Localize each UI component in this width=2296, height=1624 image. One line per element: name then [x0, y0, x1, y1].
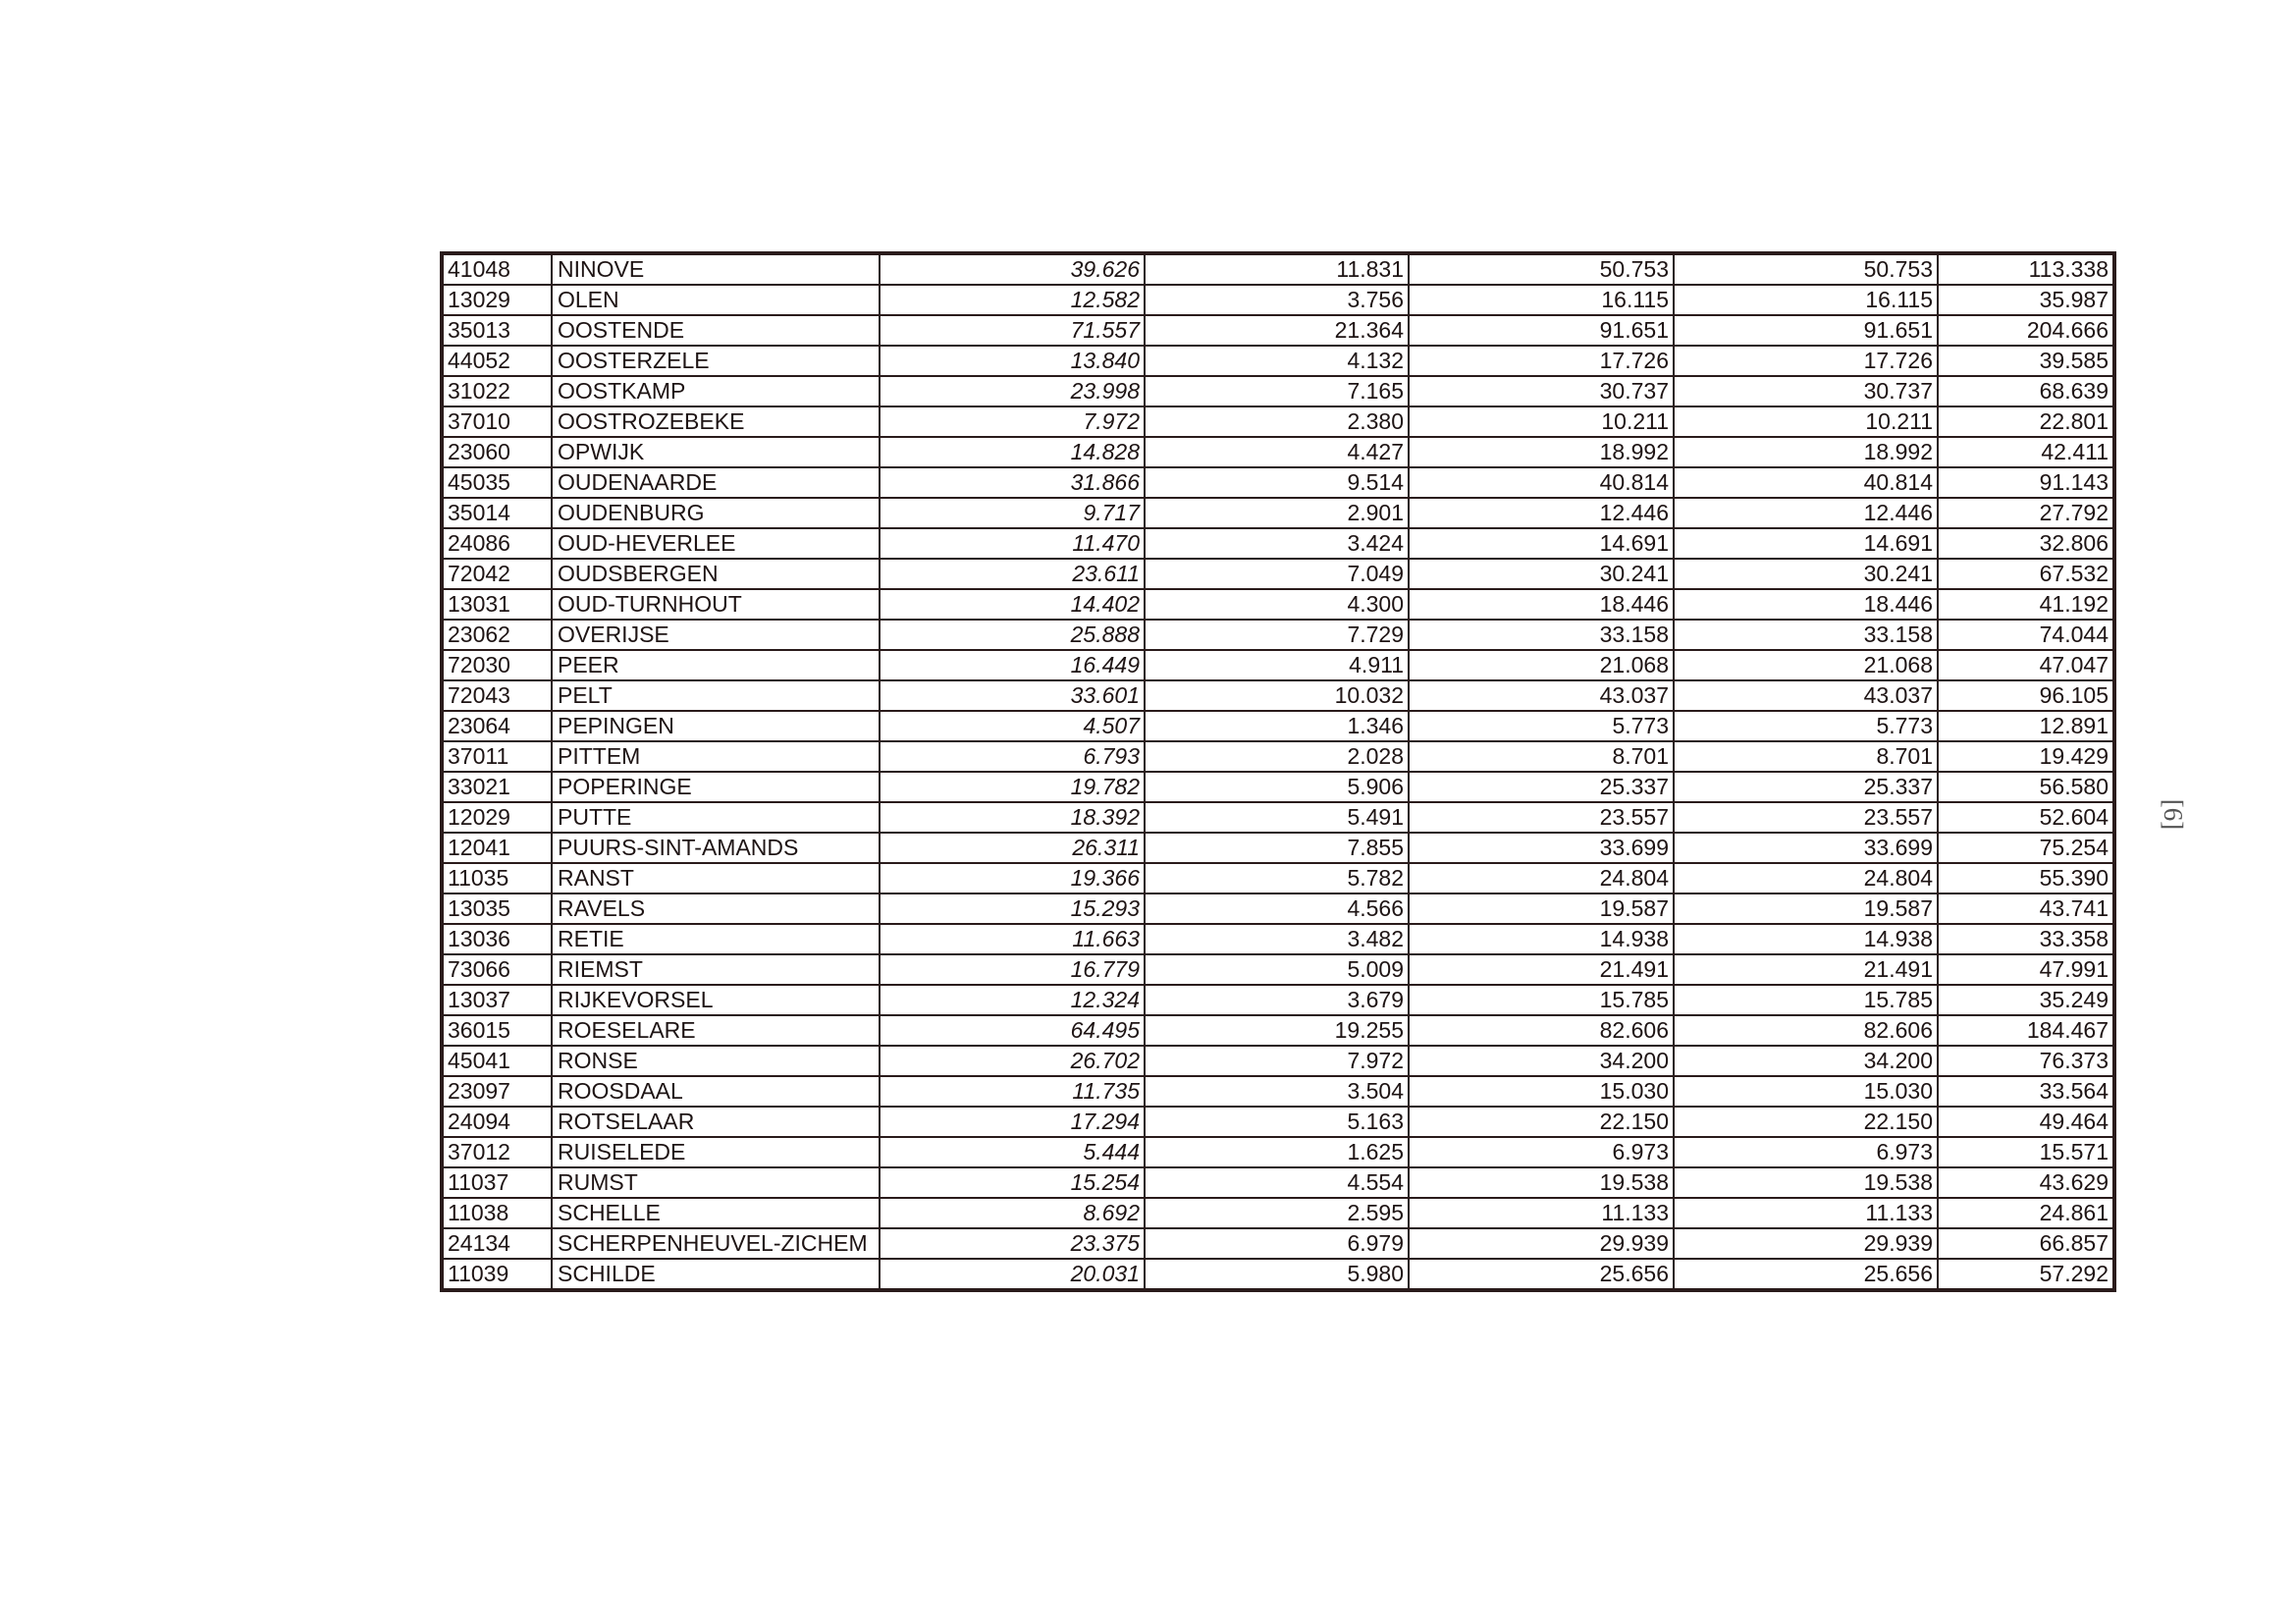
municipality-name-cell: PEER	[552, 650, 880, 680]
value-col-3-cell: 21.491	[1409, 954, 1674, 985]
table-row	[442, 376, 2114, 406]
value-col-3-cell: 29.939	[1409, 1228, 1674, 1259]
value-col-4-cell: 16.115	[1674, 285, 1938, 315]
value-col-4-cell: 34.200	[1674, 1046, 1938, 1076]
value-col-3-cell: 12.446	[1409, 498, 1674, 528]
value-col-1-cell: 8.692	[880, 1198, 1145, 1228]
value-total-cell: 12.891	[1938, 711, 2114, 741]
value-col-1-cell: 11.470	[880, 528, 1145, 559]
nis-code-cell: 37012	[442, 1137, 552, 1167]
value-total-cell: 43.629	[1938, 1167, 2114, 1198]
value-total-cell: 52.604	[1938, 802, 2114, 833]
value-col-4-cell: 43.037	[1674, 680, 1938, 711]
value-col-4-cell: 33.158	[1674, 620, 1938, 650]
nis-code-cell: 11037	[442, 1167, 552, 1198]
value-col-4-cell: 18.446	[1674, 589, 1938, 620]
nis-code-cell: 44052	[442, 346, 552, 376]
value-col-1-cell: 15.293	[880, 893, 1145, 924]
value-col-2-cell: 5.491	[1145, 802, 1409, 833]
value-col-1-cell: 16.779	[880, 954, 1145, 985]
municipality-name-cell: SCHERPENHEUVEL-ZICHEM	[552, 1228, 880, 1259]
municipality-name-cell: ROTSELAAR	[552, 1107, 880, 1137]
value-col-3-cell: 15.785	[1409, 985, 1674, 1015]
table-row	[442, 559, 2114, 589]
value-col-2-cell: 4.911	[1145, 650, 1409, 680]
value-col-2-cell: 7.165	[1145, 376, 1409, 406]
table-row	[442, 741, 2114, 772]
value-col-4-cell: 11.133	[1674, 1198, 1938, 1228]
value-col-4-cell: 30.737	[1674, 376, 1938, 406]
value-col-4-cell: 22.150	[1674, 1107, 1938, 1137]
value-total-cell: 35.249	[1938, 985, 2114, 1015]
value-total-cell: 22.801	[1938, 406, 2114, 437]
table-row	[442, 893, 2114, 924]
value-col-1-cell: 12.582	[880, 285, 1145, 315]
municipality-name-cell: OUD-HEVERLEE	[552, 528, 880, 559]
nis-code-cell: 12041	[442, 833, 552, 863]
value-col-2-cell: 3.756	[1145, 285, 1409, 315]
municipality-name-cell: RETIE	[552, 924, 880, 954]
value-total-cell: 42.411	[1938, 437, 2114, 467]
value-col-4-cell: 21.491	[1674, 954, 1938, 985]
value-total-cell: 66.857	[1938, 1228, 2114, 1259]
municipality-name-cell: OOSTENDE	[552, 315, 880, 346]
value-total-cell: 55.390	[1938, 863, 2114, 893]
value-col-4-cell: 50.753	[1674, 253, 1938, 285]
value-col-3-cell: 33.699	[1409, 833, 1674, 863]
value-total-cell: 49.464	[1938, 1107, 2114, 1137]
table-row	[442, 772, 2114, 802]
municipality-name-cell: RUISELEDE	[552, 1137, 880, 1167]
value-col-3-cell: 30.737	[1409, 376, 1674, 406]
value-col-1-cell: 31.866	[880, 467, 1145, 498]
municipality-name-cell: RONSE	[552, 1046, 880, 1076]
value-col-4-cell: 14.938	[1674, 924, 1938, 954]
value-col-2-cell: 5.906	[1145, 772, 1409, 802]
municipality-name-cell: POPERINGE	[552, 772, 880, 802]
table-row	[442, 406, 2114, 437]
value-col-3-cell: 23.557	[1409, 802, 1674, 833]
value-col-3-cell: 25.337	[1409, 772, 1674, 802]
value-col-2-cell: 7.729	[1145, 620, 1409, 650]
value-col-1-cell: 18.392	[880, 802, 1145, 833]
value-col-2-cell: 3.482	[1145, 924, 1409, 954]
value-col-3-cell: 25.656	[1409, 1259, 1674, 1290]
value-total-cell: 47.991	[1938, 954, 2114, 985]
value-total-cell: 57.292	[1938, 1259, 2114, 1290]
value-col-3-cell: 22.150	[1409, 1107, 1674, 1137]
value-col-2-cell: 4.427	[1145, 437, 1409, 467]
value-col-4-cell: 17.726	[1674, 346, 1938, 376]
value-total-cell: 43.741	[1938, 893, 2114, 924]
nis-code-cell: 35014	[442, 498, 552, 528]
value-col-3-cell: 33.158	[1409, 620, 1674, 650]
value-col-1-cell: 19.366	[880, 863, 1145, 893]
table-row	[442, 437, 2114, 467]
municipality-name-cell: PELT	[552, 680, 880, 711]
value-total-cell: 75.254	[1938, 833, 2114, 863]
value-total-cell: 76.373	[1938, 1046, 2114, 1076]
municipality-name-cell: RAVELS	[552, 893, 880, 924]
value-total-cell: 35.987	[1938, 285, 2114, 315]
nis-code-cell: 11038	[442, 1198, 552, 1228]
municipality-name-cell: RIJKEVORSEL	[552, 985, 880, 1015]
value-total-cell: 41.192	[1938, 589, 2114, 620]
value-col-1-cell: 17.294	[880, 1107, 1145, 1137]
value-col-3-cell: 14.691	[1409, 528, 1674, 559]
value-col-1-cell: 5.444	[880, 1137, 1145, 1167]
value-total-cell: 74.044	[1938, 620, 2114, 650]
value-col-3-cell: 82.606	[1409, 1015, 1674, 1046]
table-row	[442, 1228, 2114, 1259]
municipality-name-cell: OLEN	[552, 285, 880, 315]
nis-code-cell: 41048	[442, 253, 552, 285]
nis-code-cell: 45035	[442, 467, 552, 498]
table-row	[442, 620, 2114, 650]
value-total-cell: 33.564	[1938, 1076, 2114, 1107]
value-col-4-cell: 15.030	[1674, 1076, 1938, 1107]
value-col-4-cell: 19.538	[1674, 1167, 1938, 1198]
value-col-1-cell: 71.557	[880, 315, 1145, 346]
table-row	[442, 711, 2114, 741]
nis-code-cell: 31022	[442, 376, 552, 406]
table-row	[442, 467, 2114, 498]
value-col-2-cell: 3.424	[1145, 528, 1409, 559]
table-row	[442, 1107, 2114, 1137]
value-col-3-cell: 30.241	[1409, 559, 1674, 589]
table-row	[442, 1137, 2114, 1167]
value-col-3-cell: 6.973	[1409, 1137, 1674, 1167]
value-col-2-cell: 7.972	[1145, 1046, 1409, 1076]
value-col-1-cell: 14.828	[880, 437, 1145, 467]
value-col-4-cell: 8.701	[1674, 741, 1938, 772]
nis-code-cell: 23062	[442, 620, 552, 650]
value-col-2-cell: 1.625	[1145, 1137, 1409, 1167]
municipality-name-cell: OPWIJK	[552, 437, 880, 467]
value-col-3-cell: 5.773	[1409, 711, 1674, 741]
nis-code-cell: 37011	[442, 741, 552, 772]
municipality-name-cell: OUDENBURG	[552, 498, 880, 528]
table-row	[442, 924, 2114, 954]
value-col-1-cell: 33.601	[880, 680, 1145, 711]
nis-code-cell: 35013	[442, 315, 552, 346]
value-col-2-cell: 2.901	[1145, 498, 1409, 528]
value-col-1-cell: 11.663	[880, 924, 1145, 954]
value-col-2-cell: 1.346	[1145, 711, 1409, 741]
value-col-3-cell: 11.133	[1409, 1198, 1674, 1228]
nis-code-cell: 72043	[442, 680, 552, 711]
value-col-1-cell: 7.972	[880, 406, 1145, 437]
table-row	[442, 863, 2114, 893]
nis-code-cell: 24094	[442, 1107, 552, 1137]
value-col-4-cell: 19.587	[1674, 893, 1938, 924]
table-row	[442, 498, 2114, 528]
value-total-cell: 32.806	[1938, 528, 2114, 559]
value-col-2-cell: 9.514	[1145, 467, 1409, 498]
table-row	[442, 650, 2114, 680]
nis-code-cell: 23097	[442, 1076, 552, 1107]
municipality-name-cell: PUTTE	[552, 802, 880, 833]
value-col-1-cell: 20.031	[880, 1259, 1145, 1290]
value-col-1-cell: 25.888	[880, 620, 1145, 650]
value-col-4-cell: 24.804	[1674, 863, 1938, 893]
value-total-cell: 33.358	[1938, 924, 2114, 954]
value-total-cell: 24.861	[1938, 1198, 2114, 1228]
value-col-3-cell: 50.753	[1409, 253, 1674, 285]
value-col-2-cell: 10.032	[1145, 680, 1409, 711]
value-col-1-cell: 23.375	[880, 1228, 1145, 1259]
value-col-3-cell: 24.804	[1409, 863, 1674, 893]
value-col-2-cell: 11.831	[1145, 253, 1409, 285]
value-col-1-cell: 14.402	[880, 589, 1145, 620]
value-col-3-cell: 18.446	[1409, 589, 1674, 620]
value-col-3-cell: 91.651	[1409, 315, 1674, 346]
nis-code-cell: 33021	[442, 772, 552, 802]
value-col-4-cell: 21.068	[1674, 650, 1938, 680]
table-row	[442, 589, 2114, 620]
table-row	[442, 285, 2114, 315]
value-col-2-cell: 5.163	[1145, 1107, 1409, 1137]
table-row	[442, 802, 2114, 833]
value-col-4-cell: 23.557	[1674, 802, 1938, 833]
value-total-cell: 204.666	[1938, 315, 2114, 346]
municipality-name-cell: PUURS-SINT-AMANDS	[552, 833, 880, 863]
nis-code-cell: 24086	[442, 528, 552, 559]
value-col-3-cell: 34.200	[1409, 1046, 1674, 1076]
value-total-cell: 39.585	[1938, 346, 2114, 376]
nis-code-cell: 24134	[442, 1228, 552, 1259]
table-row	[442, 253, 2114, 285]
municipality-name-cell: RUMST	[552, 1167, 880, 1198]
table-row	[442, 833, 2114, 863]
value-col-1-cell: 23.611	[880, 559, 1145, 589]
municipality-name-cell: OOSTERZELE	[552, 346, 880, 376]
value-col-4-cell: 25.656	[1674, 1259, 1938, 1290]
value-total-cell: 67.532	[1938, 559, 2114, 589]
table-row	[442, 1198, 2114, 1228]
value-col-4-cell: 29.939	[1674, 1228, 1938, 1259]
nis-code-cell: 12029	[442, 802, 552, 833]
municipality-data-table	[440, 251, 2116, 1292]
municipality-name-cell: OUD-TURNHOUT	[552, 589, 880, 620]
value-col-1-cell: 64.495	[880, 1015, 1145, 1046]
municipality-name-cell: OUDENAARDE	[552, 467, 880, 498]
value-col-4-cell: 5.773	[1674, 711, 1938, 741]
nis-code-cell: 23060	[442, 437, 552, 467]
value-col-2-cell: 7.855	[1145, 833, 1409, 863]
municipality-name-cell: OOSTKAMP	[552, 376, 880, 406]
table-row	[442, 680, 2114, 711]
value-col-2-cell: 5.980	[1145, 1259, 1409, 1290]
table-row	[442, 1076, 2114, 1107]
nis-code-cell: 13031	[442, 589, 552, 620]
value-col-1-cell: 26.702	[880, 1046, 1145, 1076]
municipality-name-cell: PEPINGEN	[552, 711, 880, 741]
value-col-4-cell: 14.691	[1674, 528, 1938, 559]
value-total-cell: 113.338	[1938, 253, 2114, 285]
value-col-2-cell: 21.364	[1145, 315, 1409, 346]
value-col-2-cell: 7.049	[1145, 559, 1409, 589]
municipality-name-cell: NINOVE	[552, 253, 880, 285]
nis-code-cell: 73066	[442, 954, 552, 985]
table-row	[442, 346, 2114, 376]
value-col-2-cell: 5.009	[1145, 954, 1409, 985]
value-col-3-cell: 40.814	[1409, 467, 1674, 498]
table-row	[442, 1046, 2114, 1076]
value-col-4-cell: 25.337	[1674, 772, 1938, 802]
nis-code-cell: 72030	[442, 650, 552, 680]
table-row	[442, 1015, 2114, 1046]
value-col-3-cell: 10.211	[1409, 406, 1674, 437]
value-col-4-cell: 15.785	[1674, 985, 1938, 1015]
value-col-1-cell: 19.782	[880, 772, 1145, 802]
table-row	[442, 315, 2114, 346]
nis-code-cell: 37010	[442, 406, 552, 437]
value-col-1-cell: 13.840	[880, 346, 1145, 376]
value-total-cell: 47.047	[1938, 650, 2114, 680]
value-col-1-cell: 23.998	[880, 376, 1145, 406]
value-col-4-cell: 82.606	[1674, 1015, 1938, 1046]
table-row	[442, 528, 2114, 559]
value-col-3-cell: 21.068	[1409, 650, 1674, 680]
value-col-2-cell: 4.566	[1145, 893, 1409, 924]
value-total-cell: 19.429	[1938, 741, 2114, 772]
nis-code-cell: 23064	[442, 711, 552, 741]
value-col-3-cell: 14.938	[1409, 924, 1674, 954]
municipality-name-cell: ROOSDAAL	[552, 1076, 880, 1107]
value-total-cell: 15.571	[1938, 1137, 2114, 1167]
value-col-1-cell: 9.717	[880, 498, 1145, 528]
value-col-3-cell: 19.538	[1409, 1167, 1674, 1198]
value-col-2-cell: 4.554	[1145, 1167, 1409, 1198]
municipality-name-cell: OUDSBERGEN	[552, 559, 880, 589]
municipality-name-cell: ROESELARE	[552, 1015, 880, 1046]
value-total-cell: 27.792	[1938, 498, 2114, 528]
value-col-3-cell: 16.115	[1409, 285, 1674, 315]
value-col-4-cell: 6.973	[1674, 1137, 1938, 1167]
value-col-1-cell: 39.626	[880, 253, 1145, 285]
value-total-cell: 56.580	[1938, 772, 2114, 802]
value-col-2-cell: 3.504	[1145, 1076, 1409, 1107]
nis-code-cell: 13029	[442, 285, 552, 315]
municipality-name-cell: SCHELLE	[552, 1198, 880, 1228]
value-col-3-cell: 15.030	[1409, 1076, 1674, 1107]
table-row	[442, 1259, 2114, 1290]
value-col-2-cell: 4.300	[1145, 589, 1409, 620]
value-total-cell: 68.639	[1938, 376, 2114, 406]
value-col-1-cell: 4.507	[880, 711, 1145, 741]
value-col-4-cell: 40.814	[1674, 467, 1938, 498]
value-col-2-cell: 2.380	[1145, 406, 1409, 437]
value-col-1-cell: 26.311	[880, 833, 1145, 863]
municipality-name-cell: RANST	[552, 863, 880, 893]
value-col-1-cell: 12.324	[880, 985, 1145, 1015]
municipality-name-cell: PITTEM	[552, 741, 880, 772]
value-col-2-cell: 2.028	[1145, 741, 1409, 772]
value-total-cell: 96.105	[1938, 680, 2114, 711]
value-col-3-cell: 19.587	[1409, 893, 1674, 924]
nis-code-cell: 13036	[442, 924, 552, 954]
value-col-3-cell: 18.992	[1409, 437, 1674, 467]
municipality-name-cell: OVERIJSE	[552, 620, 880, 650]
value-col-4-cell: 18.992	[1674, 437, 1938, 467]
value-col-2-cell: 5.782	[1145, 863, 1409, 893]
value-col-3-cell: 43.037	[1409, 680, 1674, 711]
value-col-4-cell: 91.651	[1674, 315, 1938, 346]
value-col-2-cell: 2.595	[1145, 1198, 1409, 1228]
value-col-2-cell: 4.132	[1145, 346, 1409, 376]
municipality-name-cell: OOSTROZEBEKE	[552, 406, 880, 437]
nis-code-cell: 36015	[442, 1015, 552, 1046]
value-col-3-cell: 17.726	[1409, 346, 1674, 376]
nis-code-cell: 45041	[442, 1046, 552, 1076]
value-col-4-cell: 12.446	[1674, 498, 1938, 528]
table-row	[442, 985, 2114, 1015]
value-col-2-cell: 19.255	[1145, 1015, 1409, 1046]
value-col-4-cell: 30.241	[1674, 559, 1938, 589]
page-number: [6]	[2159, 798, 2189, 831]
nis-code-cell: 13035	[442, 893, 552, 924]
nis-code-cell: 11035	[442, 863, 552, 893]
municipality-name-cell: RIEMST	[552, 954, 880, 985]
value-col-1-cell: 11.735	[880, 1076, 1145, 1107]
municipality-name-cell: SCHILDE	[552, 1259, 880, 1290]
value-col-1-cell: 16.449	[880, 650, 1145, 680]
table-row	[442, 1167, 2114, 1198]
value-total-cell: 184.467	[1938, 1015, 2114, 1046]
value-col-2-cell: 3.679	[1145, 985, 1409, 1015]
value-total-cell: 91.143	[1938, 467, 2114, 498]
value-col-4-cell: 33.699	[1674, 833, 1938, 863]
table-row	[442, 954, 2114, 985]
nis-code-cell: 72042	[442, 559, 552, 589]
value-col-2-cell: 6.979	[1145, 1228, 1409, 1259]
table-body	[442, 253, 2114, 1290]
value-col-1-cell: 15.254	[880, 1167, 1145, 1198]
value-col-1-cell: 6.793	[880, 741, 1145, 772]
nis-code-cell: 11039	[442, 1259, 552, 1290]
nis-code-cell: 13037	[442, 985, 552, 1015]
value-col-3-cell: 8.701	[1409, 741, 1674, 772]
value-col-4-cell: 10.211	[1674, 406, 1938, 437]
